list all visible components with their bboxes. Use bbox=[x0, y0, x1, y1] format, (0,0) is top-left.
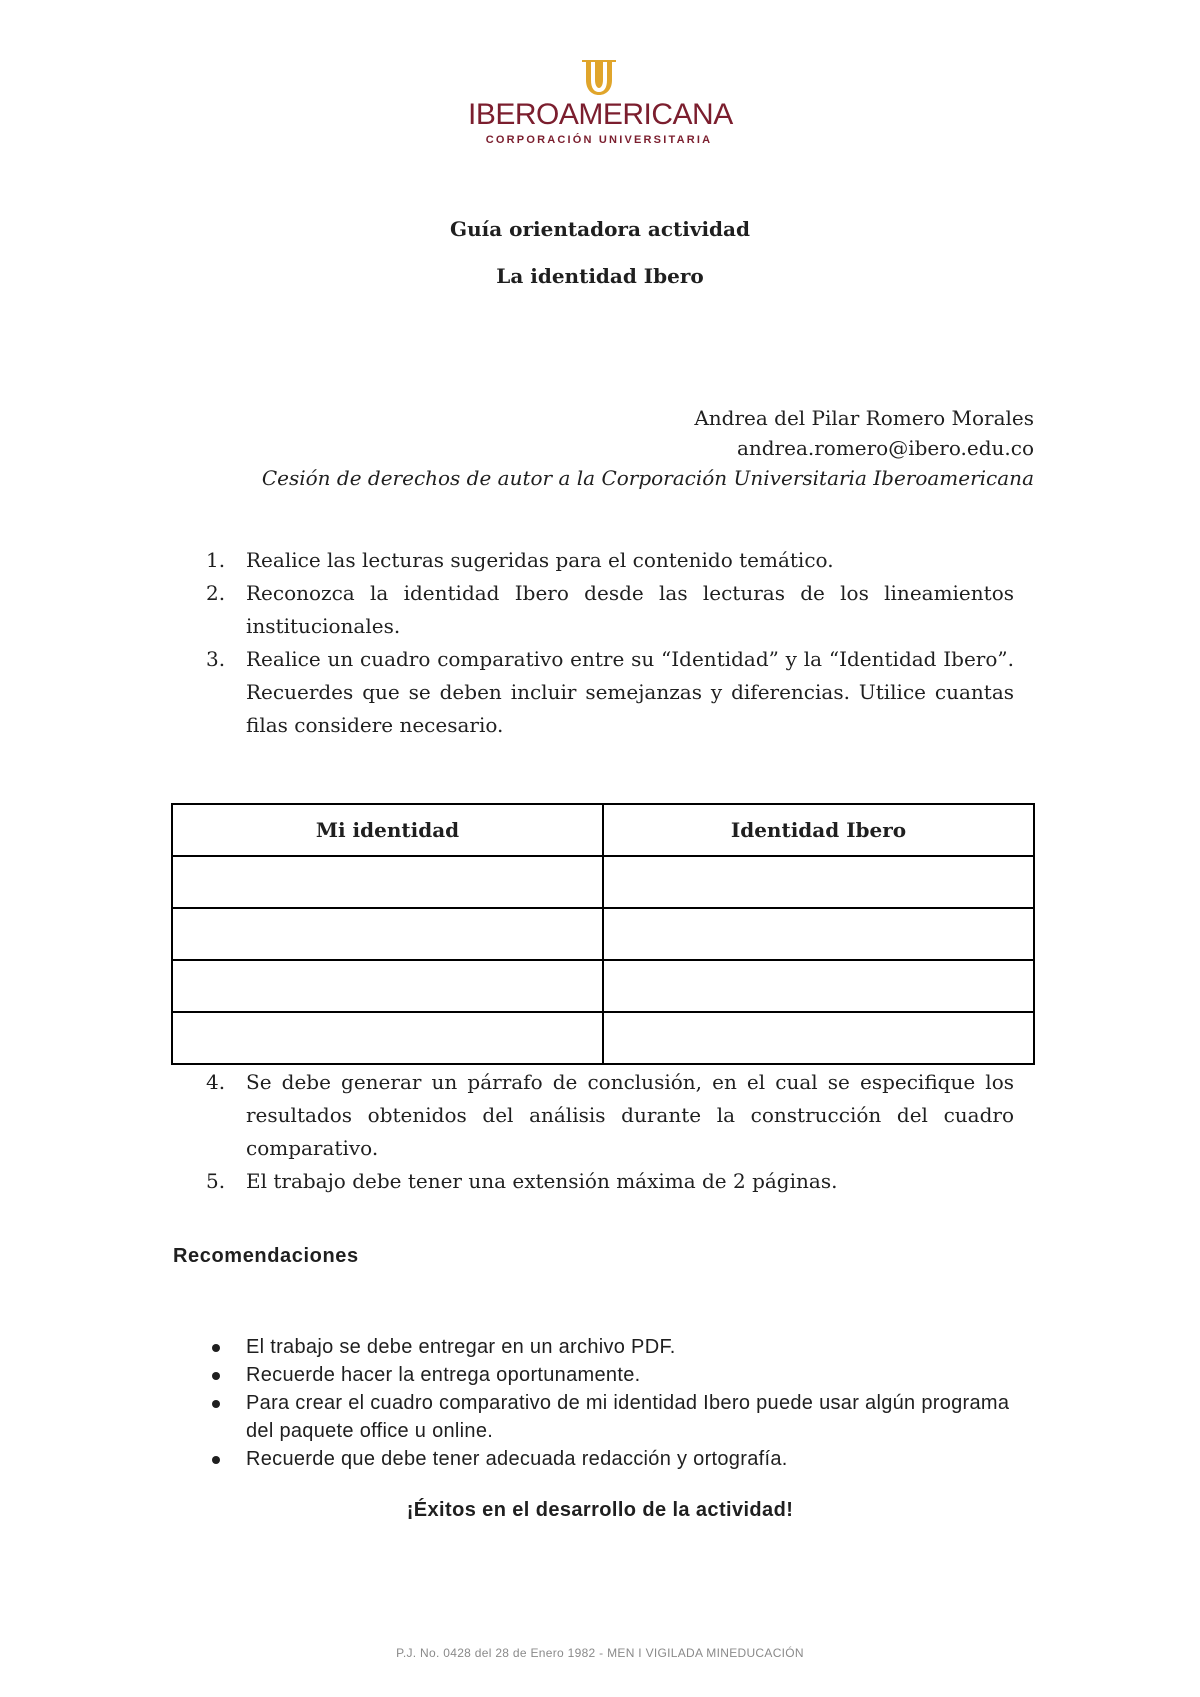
list-text: Recuerde hacer la entrega oportunamente. bbox=[246, 1364, 641, 1386]
table-row bbox=[172, 1012, 1034, 1064]
list-number: 4. bbox=[206, 1070, 226, 1094]
rights-notice: Cesión de derechos de autor a la Corporación Universitaria Iberoamericana bbox=[261, 466, 1034, 490]
bullet-icon bbox=[212, 1344, 220, 1352]
list-text: El trabajo debe tener una extensión máxima de 2 páginas. bbox=[246, 1169, 838, 1193]
recommendations-list bbox=[212, 1333, 1012, 1473]
table-cell[interactable] bbox=[603, 1012, 1034, 1064]
table-header-row bbox=[172, 804, 1034, 856]
author-block bbox=[262, 403, 1034, 493]
list-item bbox=[212, 1333, 1012, 1361]
list-item bbox=[206, 1165, 1014, 1198]
page-footer: P.J. No. 0428 del 28 de Enero 1982 - MEN I VIGILADA MINEDUCACIÓN bbox=[396, 1646, 804, 1660]
list-number: 2. bbox=[206, 581, 226, 605]
table-cell[interactable] bbox=[603, 908, 1034, 960]
comparison-table bbox=[171, 803, 1035, 1065]
table-header-identidad-ibero: Identidad Ibero bbox=[603, 804, 1034, 856]
table-cell[interactable] bbox=[172, 960, 603, 1012]
table-row bbox=[172, 908, 1034, 960]
list-text: Recuerde que debe tener adecuada redacción y ortografía. bbox=[246, 1448, 788, 1470]
list-text: Se debe generar un párrafo de conclusión, en el cual se especifique los resultados obtenidos del análisis durante la construcción del cuadro comparativo. bbox=[246, 1070, 1014, 1160]
ibero-shield-icon bbox=[578, 58, 620, 98]
list-text: Reconozca la identidad Ibero desde las lecturas de los lineamientos institucionales. bbox=[246, 581, 1014, 638]
list-text: Realice las lecturas sugeridas para el contenido temático. bbox=[246, 548, 834, 572]
logo-wordmark: IBEROAMERICANA bbox=[468, 98, 733, 131]
recommendations-heading: Recomendaciones bbox=[173, 1245, 359, 1267]
document-subtitle: La identidad Ibero bbox=[496, 264, 704, 288]
list-item bbox=[206, 544, 1014, 577]
logo-subtitle: CORPORACIÓN UNIVERSITARIA bbox=[485, 134, 713, 146]
table-cell[interactable] bbox=[172, 856, 603, 908]
author-email[interactable]: andrea.romero@ibero.edu.co bbox=[736, 436, 1034, 460]
list-item bbox=[212, 1389, 1012, 1445]
list-item bbox=[212, 1361, 1012, 1389]
closing-message: ¡Éxitos en el desarrollo de la actividad! bbox=[406, 1499, 794, 1521]
list-number: 3. bbox=[206, 647, 226, 671]
instructions-list-top bbox=[206, 544, 1014, 742]
table-cell[interactable] bbox=[172, 908, 603, 960]
list-item bbox=[206, 1066, 1014, 1165]
table-cell[interactable] bbox=[172, 1012, 603, 1064]
list-item bbox=[206, 577, 1014, 643]
table-row bbox=[172, 960, 1034, 1012]
list-text: Para crear el cuadro comparativo de mi identidad Ibero puede usar algún programa del paquete office u online. bbox=[246, 1392, 1010, 1442]
list-item bbox=[212, 1445, 1012, 1473]
table-cell[interactable] bbox=[603, 960, 1034, 1012]
university-logo bbox=[468, 58, 733, 148]
bullet-icon bbox=[212, 1456, 220, 1464]
list-number: 1. bbox=[206, 548, 226, 572]
table-row bbox=[172, 856, 1034, 908]
list-number: 5. bbox=[206, 1169, 226, 1193]
list-item bbox=[206, 643, 1014, 742]
table-header-mi-identidad: Mi identidad bbox=[172, 804, 603, 856]
table-cell[interactable] bbox=[603, 856, 1034, 908]
document-title: Guía orientadora actividad bbox=[450, 217, 750, 241]
bullet-icon bbox=[212, 1372, 220, 1380]
list-text: El trabajo se debe entregar en un archivo PDF. bbox=[246, 1336, 676, 1358]
list-text: Realice un cuadro comparativo entre su “Identidad” y la “Identidad Ibero”. Recuerdes que se deben incluir semejanzas y diferencias. Utilice cuantas filas considere necesario. bbox=[246, 647, 1014, 737]
bullet-icon bbox=[212, 1400, 220, 1408]
instructions-list-bottom bbox=[206, 1066, 1014, 1198]
author-name: Andrea del Pilar Romero Morales bbox=[694, 406, 1034, 430]
